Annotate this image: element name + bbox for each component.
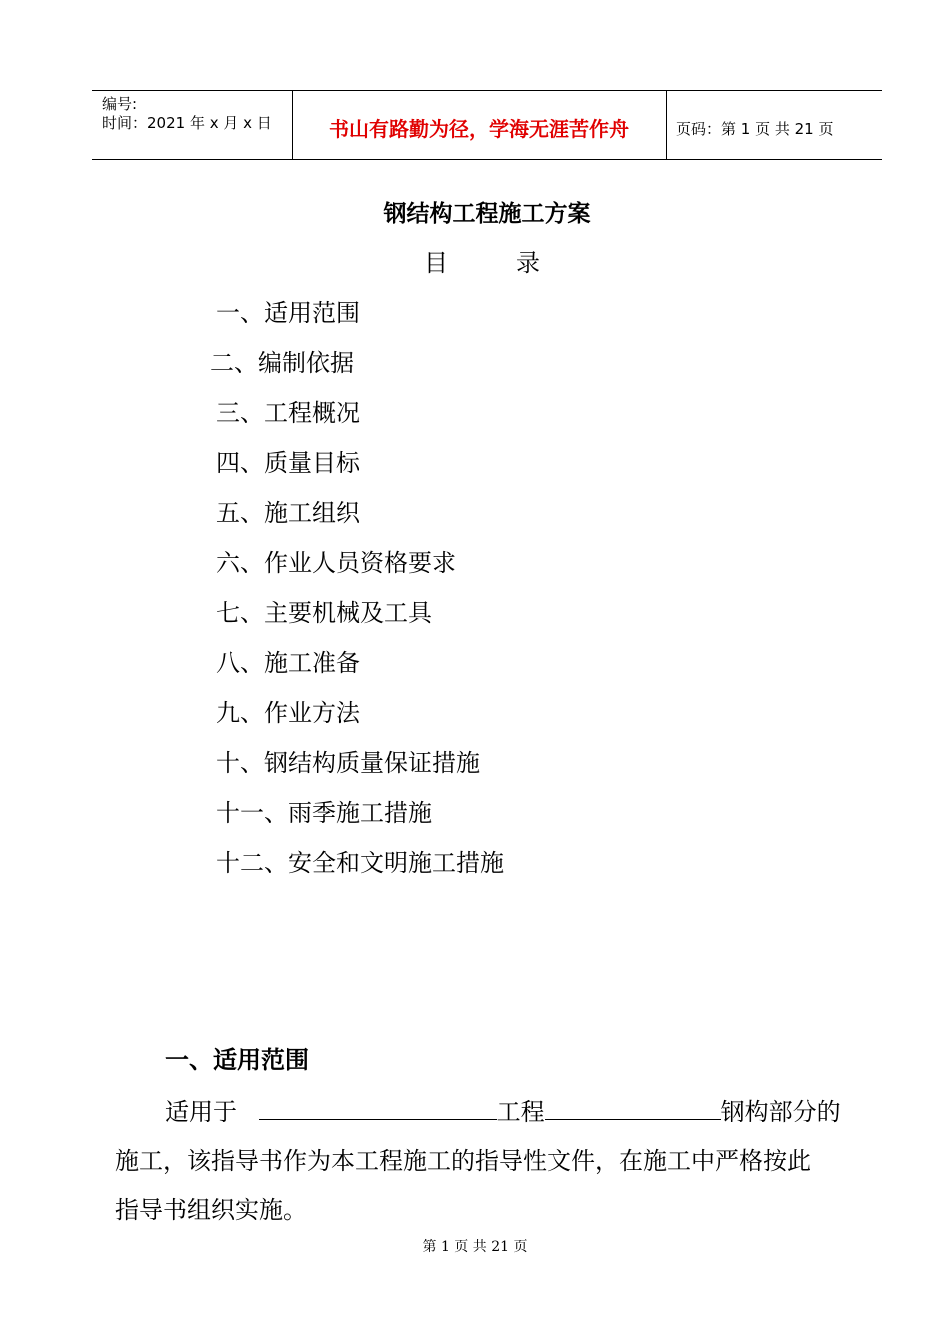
page-footer: 第 1 页 共 21 页 <box>422 1239 528 1255</box>
section-paragraph-line: 指导书组织实施。 <box>115 1196 307 1224</box>
toc-heading-char: 目 <box>424 249 448 277</box>
number-label: 编号: <box>102 95 138 113</box>
document-title: 钢结构工程施工方案 <box>383 201 591 227</box>
toc-item[interactable]: 九、作业方法 <box>216 699 360 727</box>
toc-item[interactable]: 七、主要机械及工具 <box>216 599 432 627</box>
paragraph-text: 适用于 <box>165 1098 237 1126</box>
header-left-cell <box>102 95 272 133</box>
toc-item[interactable]: 十一、雨季施工措施 <box>216 799 432 827</box>
header-motto: 书山有路勤为径，学海无涯苦作舟 <box>329 117 629 141</box>
paragraph-text: 钢构部分的 <box>720 1098 841 1126</box>
toc-item[interactable]: 一、适用范围 <box>216 299 360 327</box>
section-paragraph-line: 施工，该指导书作为本工程施工的指导性文件，在施工中严格按此 <box>115 1147 811 1175</box>
scope-blank[interactable] <box>545 1095 721 1120</box>
toc-item[interactable]: 八、施工准备 <box>216 649 360 677</box>
header-table <box>92 90 882 160</box>
toc-item[interactable]: 十二、安全和文明施工措施 <box>216 849 504 877</box>
toc-item[interactable]: 十、钢结构质量保证措施 <box>216 749 480 777</box>
toc-item[interactable]: 四、质量目标 <box>216 449 360 477</box>
time-label: 时间：2021 年 x 月 x 日 <box>102 114 272 132</box>
toc-item[interactable]: 三、工程概况 <box>216 399 360 427</box>
header-divider <box>666 91 667 159</box>
header-page-number: 页码：第 1 页 共 21 页 <box>676 120 834 138</box>
section-paragraph-line <box>115 1092 860 1127</box>
toc-item[interactable]: 二、编制依据 <box>210 349 354 377</box>
toc-item[interactable]: 六、作业人员资格要求 <box>216 549 456 577</box>
section-heading: 一、适用范围 <box>165 1046 309 1074</box>
project-name-blank[interactable] <box>259 1095 497 1120</box>
toc-heading-char: 录 <box>516 249 540 277</box>
toc-item[interactable]: 五、施工组织 <box>216 499 360 527</box>
paragraph-text: 工程 <box>496 1098 545 1126</box>
toc-heading <box>424 243 540 278</box>
